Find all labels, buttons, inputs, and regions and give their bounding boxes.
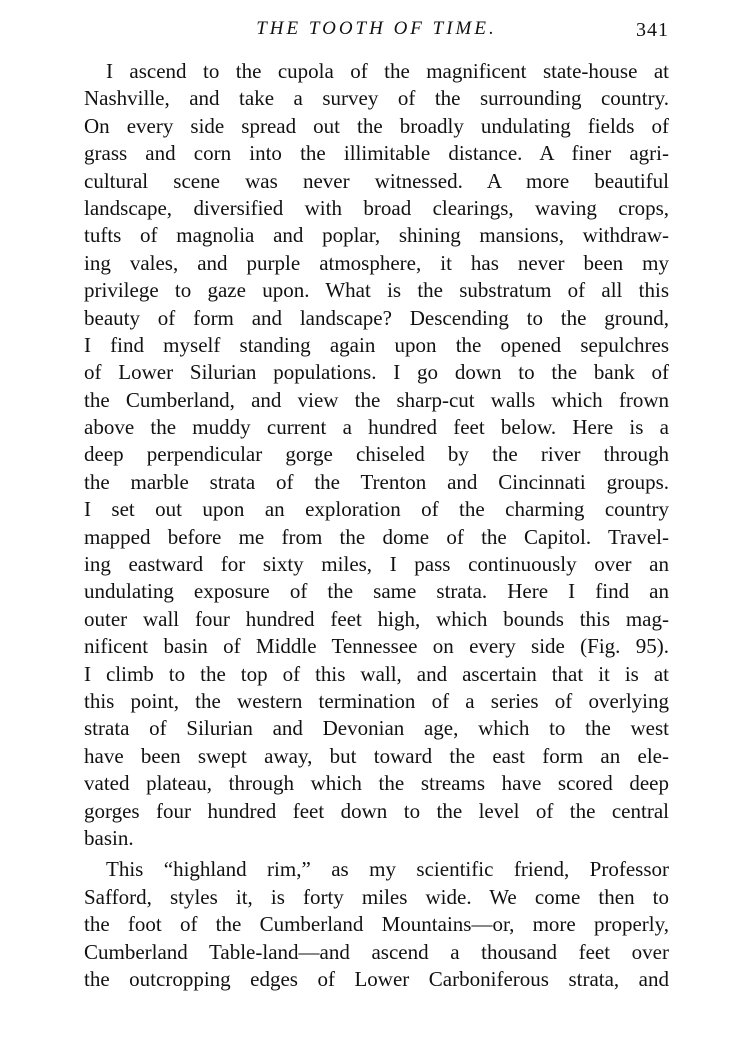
text-line: this point, the western termination of a series of overlying xyxy=(84,688,669,713)
text-line: vated plateau, through which the streams have scored deep xyxy=(84,771,669,796)
text-line: privilege to gaze upon. What is the substratum of all this xyxy=(84,278,669,303)
text-line: On every side spread out the broadly undulating fields of xyxy=(84,113,669,138)
text-line: I set out upon an exploration of the charming country xyxy=(84,497,669,522)
text-line: of Lower Silurian populations. I go down to the bank of xyxy=(84,360,669,385)
text-line: ing eastward for sixty miles, I pass continuously over an xyxy=(84,552,669,577)
text-line: basin. xyxy=(84,825,134,850)
text-line: nificent basin of Middle Tennessee on every side (Fig. 95). xyxy=(84,634,669,659)
text-line: I climb to the top of this wall, and ascertain that it is at xyxy=(84,661,669,686)
text-line: gorges four hundred feet down to the level of the central xyxy=(84,798,669,823)
text-line: This “highland rim,” as my scientific friend, Professor xyxy=(106,857,669,882)
paragraph xyxy=(84,856,669,993)
paragraph xyxy=(84,58,669,852)
text-line: undulating exposure of the same strata. Here I find an xyxy=(84,579,669,604)
text-line: the marble strata of the Trenton and Cincinnati groups. xyxy=(84,469,669,494)
text-line: ing vales, and purple atmosphere, it has never been my xyxy=(84,250,669,275)
text-line: I find myself standing again upon the opened sepulchres xyxy=(84,332,669,357)
text-line: outer wall four hundred feet high, which bounds this mag- xyxy=(84,606,669,631)
text-line: the outcropping edges of Lower Carboniferous strata, and xyxy=(84,966,669,991)
text-line: have been swept away, but toward the east form an ele- xyxy=(84,743,669,768)
text-line: cultural scene was never witnessed. A more beautiful xyxy=(84,168,669,193)
text-line: strata of Silurian and Devonian age, which to the west xyxy=(84,716,669,741)
text-line: the foot of the Cumberland Mountains—or, more properly, xyxy=(84,912,669,937)
text-line: beauty of form and landscape? Descending to the ground, xyxy=(84,305,669,330)
text-line: above the muddy current a hundred feet below. Here is a xyxy=(84,415,669,440)
text-line: Nashville, and take a survey of the surrounding country. xyxy=(84,86,669,111)
body-text xyxy=(84,58,669,993)
text-line: Cumberland Table-land—and ascend a thousand feet over xyxy=(84,939,669,964)
text-line: the Cumberland, and view the sharp-cut walls which frown xyxy=(84,387,669,412)
text-line: Safford, styles it, is forty miles wide. We come then to xyxy=(84,884,669,909)
running-head: THE TOOTH OF TIME. xyxy=(256,18,497,39)
text-line: tufts of magnolia and poplar, shining mansions, withdraw- xyxy=(84,223,669,248)
page-header xyxy=(84,16,669,46)
page-number: 341 xyxy=(636,19,669,41)
text-line: I ascend to the cupola of the magnificent state-house at xyxy=(106,59,669,83)
text-line: landscape, diversified with broad clearings, waving crops, xyxy=(84,195,669,220)
text-line: grass and corn into the illimitable distance. A finer agri- xyxy=(84,141,669,166)
text-line: deep perpendicular gorge chiseled by the river through xyxy=(84,442,669,467)
text-line: mapped before me from the dome of the Capitol. Travel- xyxy=(84,524,669,549)
